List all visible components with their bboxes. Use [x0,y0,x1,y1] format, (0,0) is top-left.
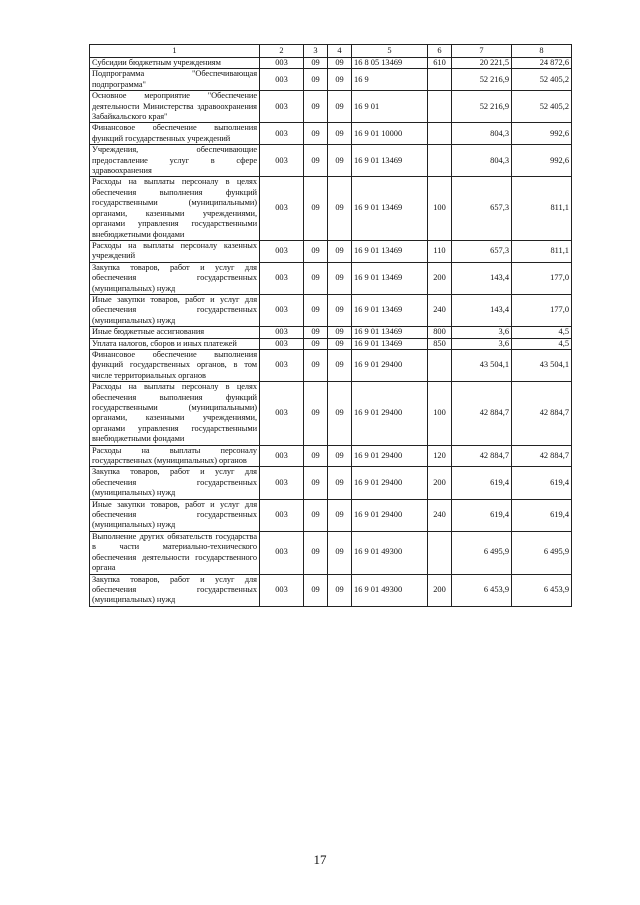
row-amount-col7: 43 504,1 [452,349,512,381]
row-section-code: 09 [304,58,328,69]
row-amount-col7: 52 216,9 [452,69,512,91]
row-name: Уплата налогов, сборов и иных платежей [90,338,260,349]
row-ministry-code: 003 [260,574,304,606]
row-ministry-code: 003 [260,445,304,467]
row-expense-type: 100 [428,382,452,445]
row-section-code: 09 [304,499,328,531]
row-section-code: 09 [304,262,328,294]
table-row [90,382,572,445]
row-subsection-code: 09 [328,574,352,606]
row-subsection-code: 09 [328,531,352,574]
row-ministry-code: 003 [260,467,304,499]
row-target-article: 16 9 01 13469 [352,338,428,349]
row-expense-type [428,123,452,145]
row-section-code: 09 [304,294,328,326]
row-expense-type: 110 [428,240,452,262]
row-amount-col8: 619,4 [512,467,572,499]
row-subsection-code: 09 [328,145,352,177]
row-expense-type [428,91,452,123]
row-amount-col8: 811,1 [512,177,572,240]
row-name: Расходы на выплаты персоналу государственных (муниципальных) органов [90,445,260,467]
row-section-code: 09 [304,531,328,574]
column-header: 6 [428,45,452,58]
row-expense-type [428,69,452,91]
table-row [90,58,572,69]
row-expense-type [428,145,452,177]
row-amount-col7: 657,3 [452,240,512,262]
row-amount-col8: 42 884,7 [512,445,572,467]
row-name: Иные бюджетные ассигнования [90,327,260,338]
row-target-article: 16 9 01 49300 [352,531,428,574]
row-subsection-code: 09 [328,467,352,499]
row-ministry-code: 003 [260,531,304,574]
row-name: Учреждения, обеспечивающие предоставление услуг в сфере здравоохранения [90,145,260,177]
table-body [90,58,572,607]
row-amount-col7: 52 216,9 [452,91,512,123]
row-section-code: 09 [304,338,328,349]
row-name: Расходы на выплаты персоналу в целях обеспечения выполнения функций государственными (муниципальными) органами, казенными учреждениями, органами управления государственными внебюджетными фондами [90,382,260,445]
row-ministry-code: 003 [260,177,304,240]
column-header: 5 [352,45,428,58]
row-subsection-code: 09 [328,177,352,240]
table-row [90,531,572,574]
row-amount-col8: 4,5 [512,327,572,338]
table-row [90,240,572,262]
row-amount-col7: 3,6 [452,338,512,349]
row-subsection-code: 09 [328,499,352,531]
row-ministry-code: 003 [260,262,304,294]
row-target-article: 16 9 01 [352,91,428,123]
table-row [90,574,572,606]
budget-table [89,44,572,607]
row-target-article: 16 9 01 29400 [352,445,428,467]
row-section-code: 09 [304,349,328,381]
table-row [90,349,572,381]
row-name: Закупка товаров, работ и услуг для обеспечения государственных (муниципальных) нужд [90,262,260,294]
row-expense-type: 610 [428,58,452,69]
row-name: Финансовое обеспечение выполнения функций государственных учреждений [90,123,260,145]
row-target-article: 16 9 01 29400 [352,467,428,499]
row-amount-col7: 3,6 [452,327,512,338]
page-number: 17 [313,852,327,867]
row-subsection-code: 09 [328,445,352,467]
row-section-code: 09 [304,69,328,91]
row-ministry-code: 003 [260,327,304,338]
row-target-article: 16 9 01 29400 [352,349,428,381]
row-expense-type: 200 [428,262,452,294]
row-expense-type: 800 [428,327,452,338]
row-amount-col7: 42 884,7 [452,445,512,467]
row-section-code: 09 [304,382,328,445]
row-amount-col8: 177,0 [512,294,572,326]
row-name: Иные закупки товаров, работ и услуг для обеспечения государственных (муниципальных) нужд [90,499,260,531]
row-target-article: 16 9 01 13469 [352,294,428,326]
row-amount-col7: 143,4 [452,294,512,326]
row-section-code: 09 [304,123,328,145]
row-section-code: 09 [304,574,328,606]
row-expense-type: 200 [428,467,452,499]
row-subsection-code: 09 [328,91,352,123]
row-section-code: 09 [304,240,328,262]
row-amount-col7: 657,3 [452,177,512,240]
row-amount-col8: 42 884,7 [512,382,572,445]
row-amount-col8: 811,1 [512,240,572,262]
row-name: Подпрограмма "Обеспечивающая подпрограмма" [90,69,260,91]
row-section-code: 09 [304,91,328,123]
row-amount-col8: 6 495,9 [512,531,572,574]
row-target-article: 16 9 01 13469 [352,327,428,338]
row-amount-col7: 804,3 [452,145,512,177]
column-header: 3 [304,45,328,58]
row-name: Расходы на выплаты персоналу в целях обеспечения выполнения функций государственными (муниципальными) органами, казенными учреждениями, органами управления государственными внебюджетными фондами [90,177,260,240]
column-header: 2 [260,45,304,58]
column-header: 8 [512,45,572,58]
row-target-article: 16 9 01 13469 [352,145,428,177]
row-target-article: 16 9 01 13469 [352,177,428,240]
row-subsection-code: 09 [328,262,352,294]
row-target-article: 16 9 01 10000 [352,123,428,145]
row-target-article: 16 9 [352,69,428,91]
row-name: Основное мероприятие "Обеспечение деятельности Министерства здравоохранения Забайкальского края" [90,91,260,123]
row-amount-col7: 619,4 [452,467,512,499]
row-name: Расходы на выплаты персоналу казенных учреждений [90,240,260,262]
table-row [90,445,572,467]
row-target-article: 16 9 01 13469 [352,240,428,262]
row-subsection-code: 09 [328,58,352,69]
row-target-article: 16 8 05 13469 [352,58,428,69]
row-subsection-code: 09 [328,327,352,338]
table-row [90,338,572,349]
row-expense-type [428,349,452,381]
row-expense-type [428,531,452,574]
row-ministry-code: 003 [260,294,304,326]
table-row [90,123,572,145]
row-amount-col7: 619,4 [452,499,512,531]
row-name: Субсидии бюджетным учреждениям [90,58,260,69]
row-amount-col8: 52 405,2 [512,91,572,123]
row-ministry-code: 003 [260,91,304,123]
table-row [90,69,572,91]
row-section-code: 09 [304,327,328,338]
row-name: Иные закупки товаров, работ и услуг для обеспечения государственных (муниципальных) нужд [90,294,260,326]
row-ministry-code: 003 [260,69,304,91]
row-name: Закупка товаров, работ и услуг для обеспечения государственных (муниципальных) нужд [90,574,260,606]
row-expense-type: 240 [428,294,452,326]
row-amount-col7: 6 453,9 [452,574,512,606]
column-header: 1 [90,45,260,58]
header-row [90,45,572,58]
row-ministry-code: 003 [260,338,304,349]
row-ministry-code: 003 [260,123,304,145]
row-subsection-code: 09 [328,69,352,91]
row-target-article: 16 9 01 13469 [352,262,428,294]
table-row [90,145,572,177]
row-name: Выполнение других обязательств государства в части материально-технического обеспечения деятельности государственного органа [90,531,260,574]
row-section-code: 09 [304,145,328,177]
row-ministry-code: 003 [260,240,304,262]
row-section-code: 09 [304,445,328,467]
row-expense-type: 120 [428,445,452,467]
table-row [90,177,572,240]
row-amount-col7: 143,4 [452,262,512,294]
row-name: Закупка товаров, работ и услуг для обеспечения государственных (муниципальных) нужд [90,467,260,499]
row-amount-col8: 619,4 [512,499,572,531]
row-target-article: 16 9 01 29400 [352,499,428,531]
row-subsection-code: 09 [328,294,352,326]
row-subsection-code: 09 [328,349,352,381]
table-row [90,499,572,531]
row-ministry-code: 003 [260,145,304,177]
row-ministry-code: 003 [260,349,304,381]
column-header: 4 [328,45,352,58]
row-expense-type: 240 [428,499,452,531]
row-amount-col8: 177,0 [512,262,572,294]
row-amount-col8: 992,6 [512,123,572,145]
row-expense-type: 850 [428,338,452,349]
row-subsection-code: 09 [328,338,352,349]
row-amount-col8: 24 872,6 [512,58,572,69]
table-row [90,91,572,123]
row-name: Финансовое обеспечение выполнения функций государственных органов, в том числе территориальных органов [90,349,260,381]
row-ministry-code: 003 [260,499,304,531]
column-header: 7 [452,45,512,58]
row-amount-col8: 6 453,9 [512,574,572,606]
row-ministry-code: 003 [260,58,304,69]
row-amount-col8: 43 504,1 [512,349,572,381]
table-row [90,294,572,326]
row-expense-type: 200 [428,574,452,606]
table-row [90,467,572,499]
row-subsection-code: 09 [328,123,352,145]
row-subsection-code: 09 [328,382,352,445]
row-section-code: 09 [304,467,328,499]
row-amount-col8: 52 405,2 [512,69,572,91]
table-row [90,327,572,338]
row-amount-col8: 992,6 [512,145,572,177]
row-amount-col7: 6 495,9 [452,531,512,574]
row-amount-col7: 804,3 [452,123,512,145]
row-ministry-code: 003 [260,382,304,445]
row-subsection-code: 09 [328,240,352,262]
row-target-article: 16 9 01 49300 [352,574,428,606]
row-expense-type: 100 [428,177,452,240]
row-target-article: 16 9 01 29400 [352,382,428,445]
row-amount-col7: 42 884,7 [452,382,512,445]
row-section-code: 09 [304,177,328,240]
row-amount-col7: 20 221,5 [452,58,512,69]
row-amount-col8: 4,5 [512,338,572,349]
table-row [90,262,572,294]
